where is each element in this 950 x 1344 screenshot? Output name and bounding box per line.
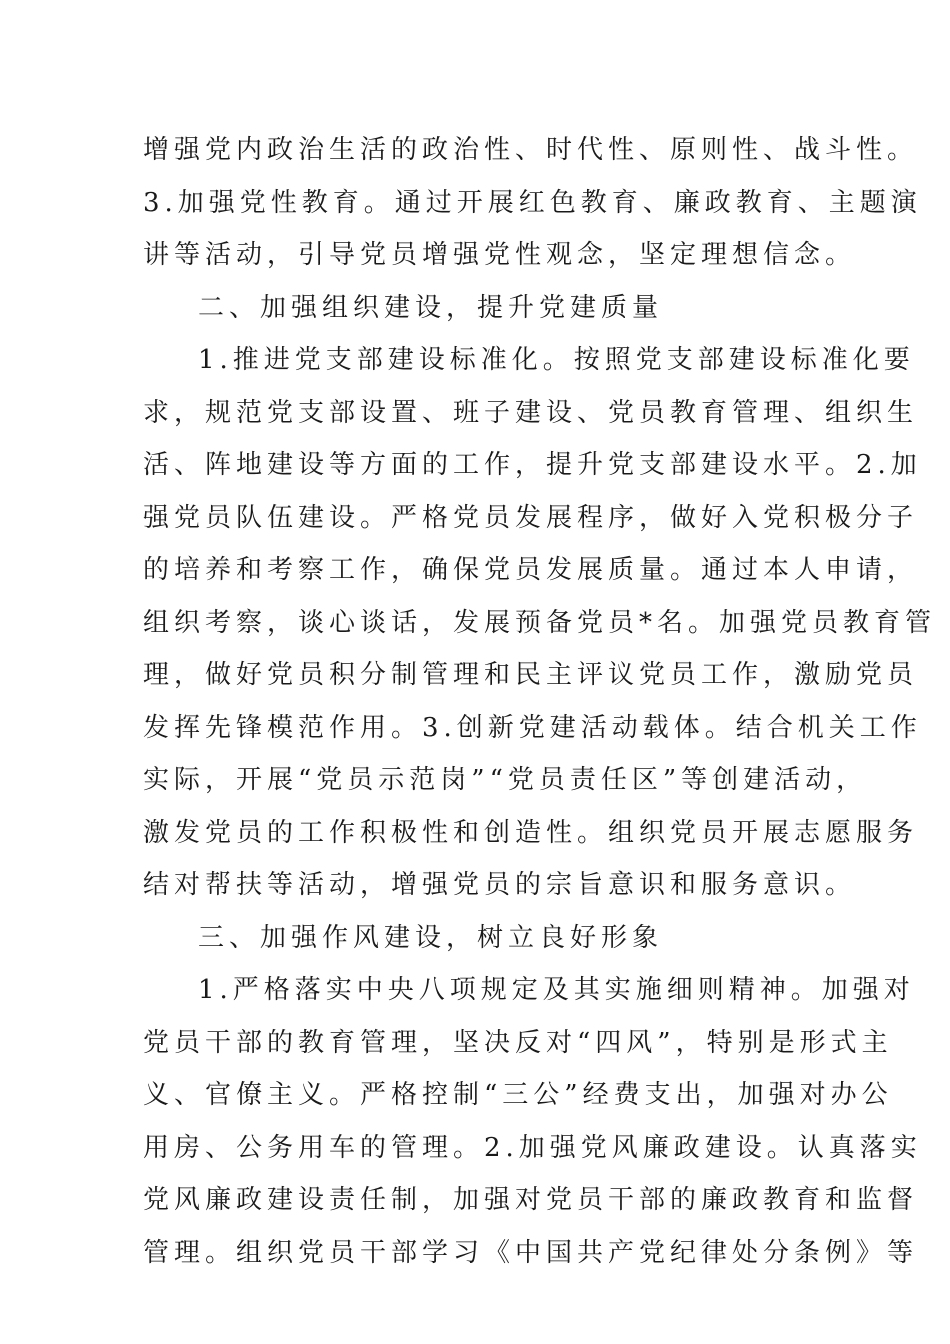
text-line: 增强党内政治生活的政治性、时代性、原则性、战斗性。	[143, 135, 919, 165]
text-line: 用房、公务用车的管理。2.加强党风廉政建设。认真落实	[143, 1132, 922, 1163]
text-line: 3.加强党性教育。通过开展红色教育、廉政教育、主题演	[143, 187, 922, 218]
text-line: 讲等活动，引导党员增强党性观念，坚定理想信念。	[143, 240, 857, 270]
text-line: 发挥先锋模范作用。3.创新党建活动载体。结合机关工作	[143, 712, 922, 743]
text-line: 求，规范党支部设置、班子建设、党员教育管理、组织生	[143, 397, 919, 428]
text-line: 结对帮扶等活动，增强党员的宗旨意识和服务意识。	[143, 870, 857, 900]
text-line: 组织考察，谈心谈话，发展预备党员*名。加强党员教育管	[143, 607, 937, 638]
text-line: 党风廉政建设责任制，加强对党员干部的廉政教育和监督	[143, 1185, 919, 1215]
text-line: 党员干部的教育管理，坚决反对“四风”，特别是形式主	[143, 1027, 893, 1058]
text-line: 的培养和考察工作，确保党员发展质量。通过本人申请，	[143, 555, 919, 585]
text-line: 强党员队伍建设。严格党员发展程序，做好入党积极分子	[143, 502, 919, 533]
section-heading: 三、加强作风建设，树立良好形象	[198, 922, 664, 953]
text-line: 实际，开展“党员示范岗”“党员责任区”等创建活动，	[143, 765, 868, 795]
section-heading: 二、加强组织建设，提升党建质量	[198, 292, 664, 323]
text-line: 管理。组织党员干部学习《中国共产党纪律处分条例》等	[143, 1237, 919, 1268]
text-line: 激发党员的工作积极性和创造性。组织党员开展志愿服务	[143, 817, 919, 848]
text-line: 活、阵地建设等方面的工作，提升党支部建设水平。2.加	[143, 450, 922, 480]
text-line: 1.严格落实中央八项规定及其实施细则精神。加强对	[198, 975, 915, 1005]
text-line: 理，做好党员积分制管理和民主评议党员工作，激励党员	[143, 660, 919, 690]
document-body	[143, 124, 937, 1279]
text-line: 1.推进党支部建设标准化。按照党支部建设标准化要	[198, 345, 915, 375]
text-line: 义、官僚主义。严格控制“三公”经费支出，加强对办公	[143, 1080, 893, 1110]
